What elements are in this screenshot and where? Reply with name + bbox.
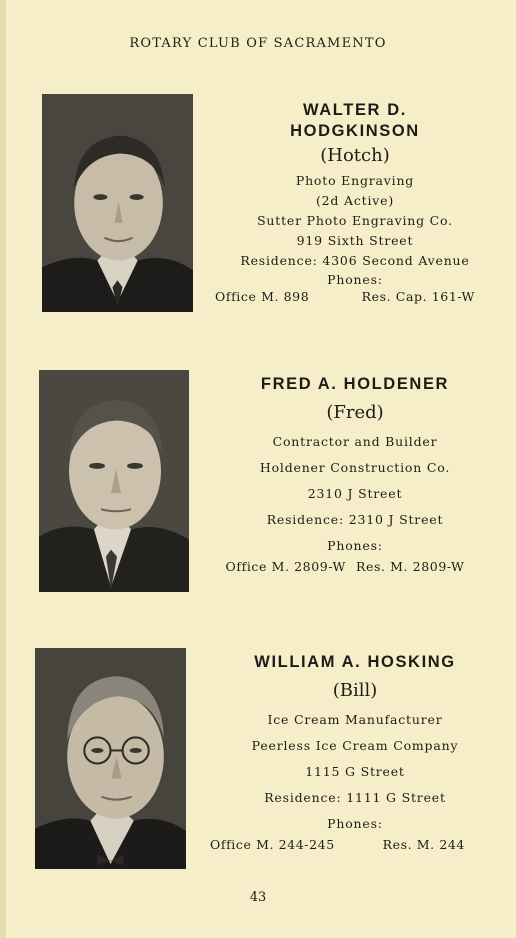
- phones-label: Phones:: [327, 816, 383, 831]
- member-entry-hodgkinson: [205, 100, 505, 304]
- office-phone: Office M. 898: [215, 289, 310, 304]
- member-address: 919 Sixth Street: [296, 233, 414, 248]
- portrait-photo-hosking: [35, 648, 186, 869]
- member-company: Sutter Photo Engraving Co.: [257, 213, 453, 228]
- page-number: 43: [249, 890, 267, 905]
- member-residence: Residence: 1111 G Street: [264, 790, 446, 805]
- member-occupation: Photo Engraving: [295, 173, 415, 188]
- residence-phone: Res. Cap. 161-W: [361, 289, 475, 304]
- residence-phone: Res. M. 2809-W: [355, 559, 465, 574]
- member-name: WALTER D.: [303, 101, 407, 119]
- member-name: WILLIAM A. HOSKING: [254, 653, 456, 671]
- member-name: HODGKINSON: [290, 122, 420, 140]
- portrait-photo-hodgkinson: [42, 94, 193, 312]
- member-address: 2310 J Street: [307, 486, 403, 501]
- member-residence: Residence: 2310 J Street: [266, 512, 444, 527]
- office-phone: Office M. 244-245: [210, 837, 335, 852]
- member-nickname: (Bill): [332, 680, 378, 701]
- page-edge: [0, 0, 6, 938]
- member-company: Peerless Ice Cream Company: [251, 738, 459, 753]
- page-header: ROTARY CLUB OF SACRAMENTO: [129, 36, 387, 51]
- member-residence: Residence: 4306 Second Avenue: [240, 253, 470, 268]
- phones-row: [213, 559, 477, 574]
- phones-label: Phones:: [327, 538, 383, 553]
- member-occupation: Contractor and Builder: [272, 434, 438, 449]
- member-classification: (2d Active): [316, 193, 394, 208]
- member-occupation: Ice Cream Manufacturer: [267, 712, 443, 727]
- member-address: 1115 G Street: [305, 764, 405, 779]
- phones-row: [215, 289, 475, 304]
- residence-phone: Res. M. 244: [382, 837, 465, 852]
- member-entry-hosking: [205, 652, 505, 852]
- phones-row: [210, 837, 465, 852]
- member-nickname: (Fred): [326, 402, 384, 423]
- portrait-photo-holdener: [39, 370, 189, 592]
- member-nickname: (Hotch): [320, 145, 390, 166]
- member-entry-holdener: [205, 374, 505, 574]
- member-name: FRED A. HOLDENER: [260, 375, 450, 393]
- office-phone: Office M. 2809-W: [225, 559, 346, 574]
- phones-label: Phones:: [327, 272, 383, 287]
- member-company: Holdener Construction Co.: [259, 460, 451, 475]
